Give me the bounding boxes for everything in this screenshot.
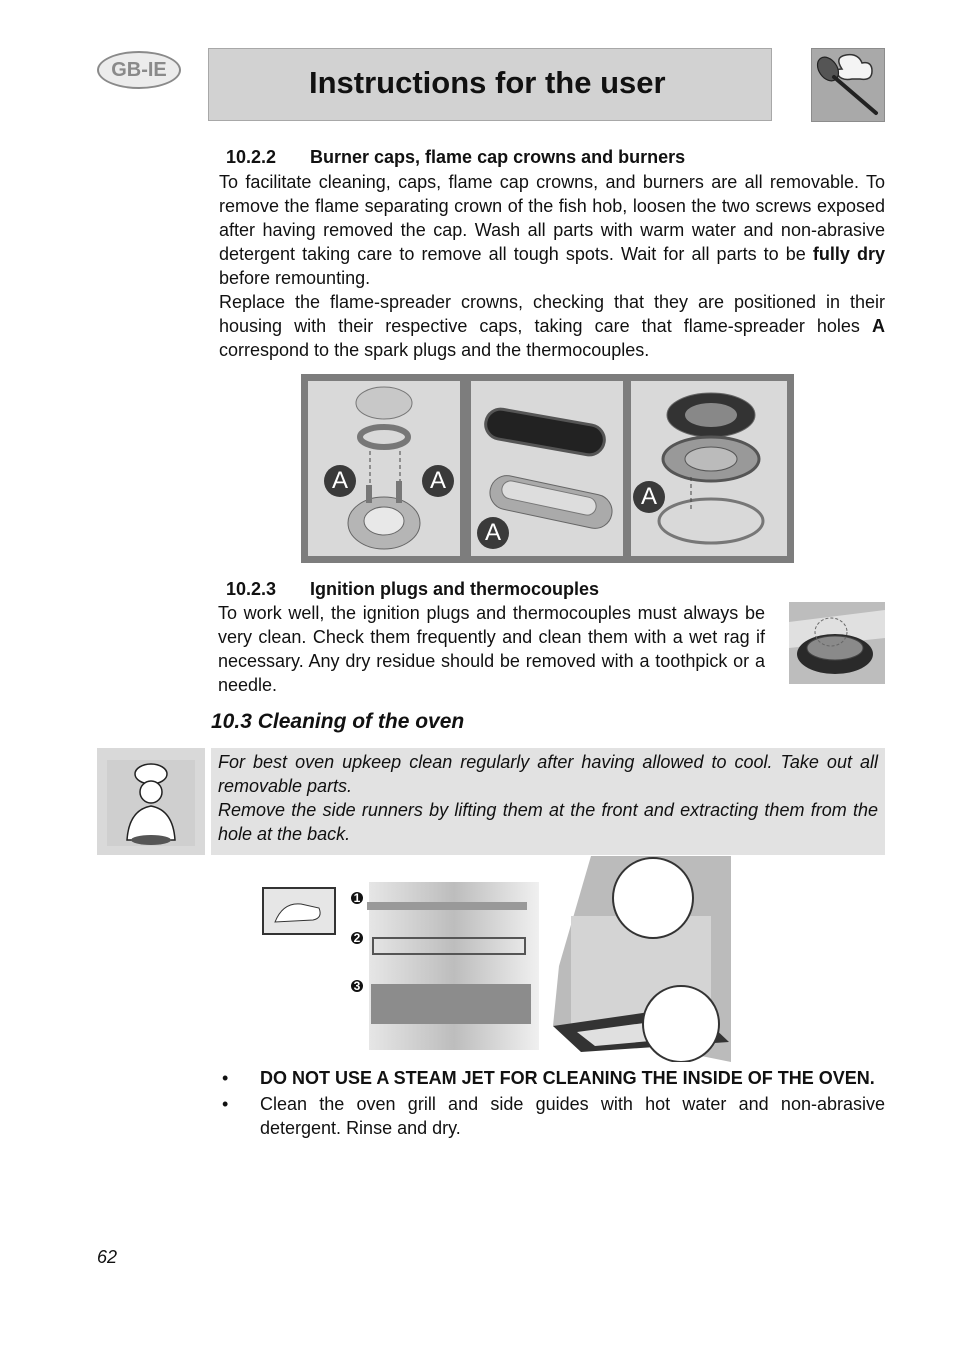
oven-care-note (211, 748, 885, 855)
label-a: A (477, 517, 509, 549)
paragraph-replace (219, 290, 885, 362)
thermocouple-image (789, 602, 885, 684)
section-10-2-2-body (219, 170, 885, 362)
bullet-dot: • (222, 1068, 229, 1088)
bullet-dot: • (222, 1094, 229, 1114)
spoon-hat-icon (811, 48, 885, 122)
note-text (218, 750, 878, 846)
bold-run: A (872, 316, 885, 336)
list-item (218, 1092, 885, 1140)
section-title: Cleaning of the oven (257, 710, 465, 733)
text-run: correspond to the spark plugs and the thermocouples. (219, 340, 650, 360)
section-number: 10.3 (211, 710, 252, 733)
section-title: Burner caps, flame cap crowns and burners (310, 147, 686, 167)
section-10-2-3-heading (226, 579, 599, 600)
section-number: 10.2.3 (226, 579, 277, 599)
text-run: Replace the flame-spreader crowns, checking that they are positioned in their housing with their respective caps, taking care that flame-spreader holes (219, 292, 885, 336)
list-item (218, 1066, 885, 1090)
page-title: Instructions for the user (309, 65, 666, 100)
section-number: 10.2.2 (226, 147, 277, 167)
oven-removal-figure (261, 856, 731, 1062)
title-bar (208, 48, 772, 121)
language-badge-label: GB-IE (111, 58, 167, 81)
text-run: To facilitate cleaning, caps, flame cap crowns, and burners are all removable. To remove the flame separating crown of the fish hob, loosen the two screws exposed after having removed the cap. Wash all parts with warm water and non-abrasive detergent taking care to remove all tough spots. Wait for all parts to be (219, 172, 885, 264)
triple-crown-burner-panel (631, 381, 787, 556)
section-10-2-3-body (218, 601, 765, 697)
note-line: For best oven upkeep clean regularly after having allowed to cool. Take out all removable parts. (218, 752, 878, 796)
label-a: A (324, 465, 356, 497)
section-10-3-heading (211, 710, 464, 734)
bold-run: fully dry (812, 244, 885, 264)
paragraph-cleaning (219, 170, 885, 290)
burner-round-panel (308, 381, 460, 556)
callout-3: 3 (351, 980, 363, 992)
section-10-2-2-heading (226, 147, 685, 168)
callout-2: 2 (351, 932, 363, 944)
burner-parts-figure (301, 374, 794, 563)
bullet-text: DO NOT USE A STEAM JET FOR CLEANING THE INSIDE OF THE OVEN. (260, 1068, 875, 1088)
callout-1: 1 (351, 892, 363, 904)
section-title: Ignition plugs and thermocouples (310, 579, 600, 599)
chef-icon (97, 748, 205, 855)
paragraph-ignition: To work well, the ignition plugs and thermocouples must always be very clean. Check them frequently and clean them with a wet rag if necessary. Any dry residue should be removed with a toothpick or a needle. (218, 603, 765, 695)
label-a: A (422, 465, 454, 497)
fish-burner-panel (471, 381, 623, 556)
bullet-list (218, 1066, 885, 1142)
language-badge (97, 51, 181, 89)
text-run: before remounting. (219, 268, 371, 288)
bullet-text: Clean the oven grill and side guides with hot water and non-abrasive detergent. Rinse and dry. (260, 1094, 885, 1138)
page-number: 62 (97, 1247, 118, 1267)
note-line: Remove the side runners by lifting them at the front and extracting them from the hole at the back. (218, 800, 878, 844)
label-a: A (633, 481, 665, 513)
